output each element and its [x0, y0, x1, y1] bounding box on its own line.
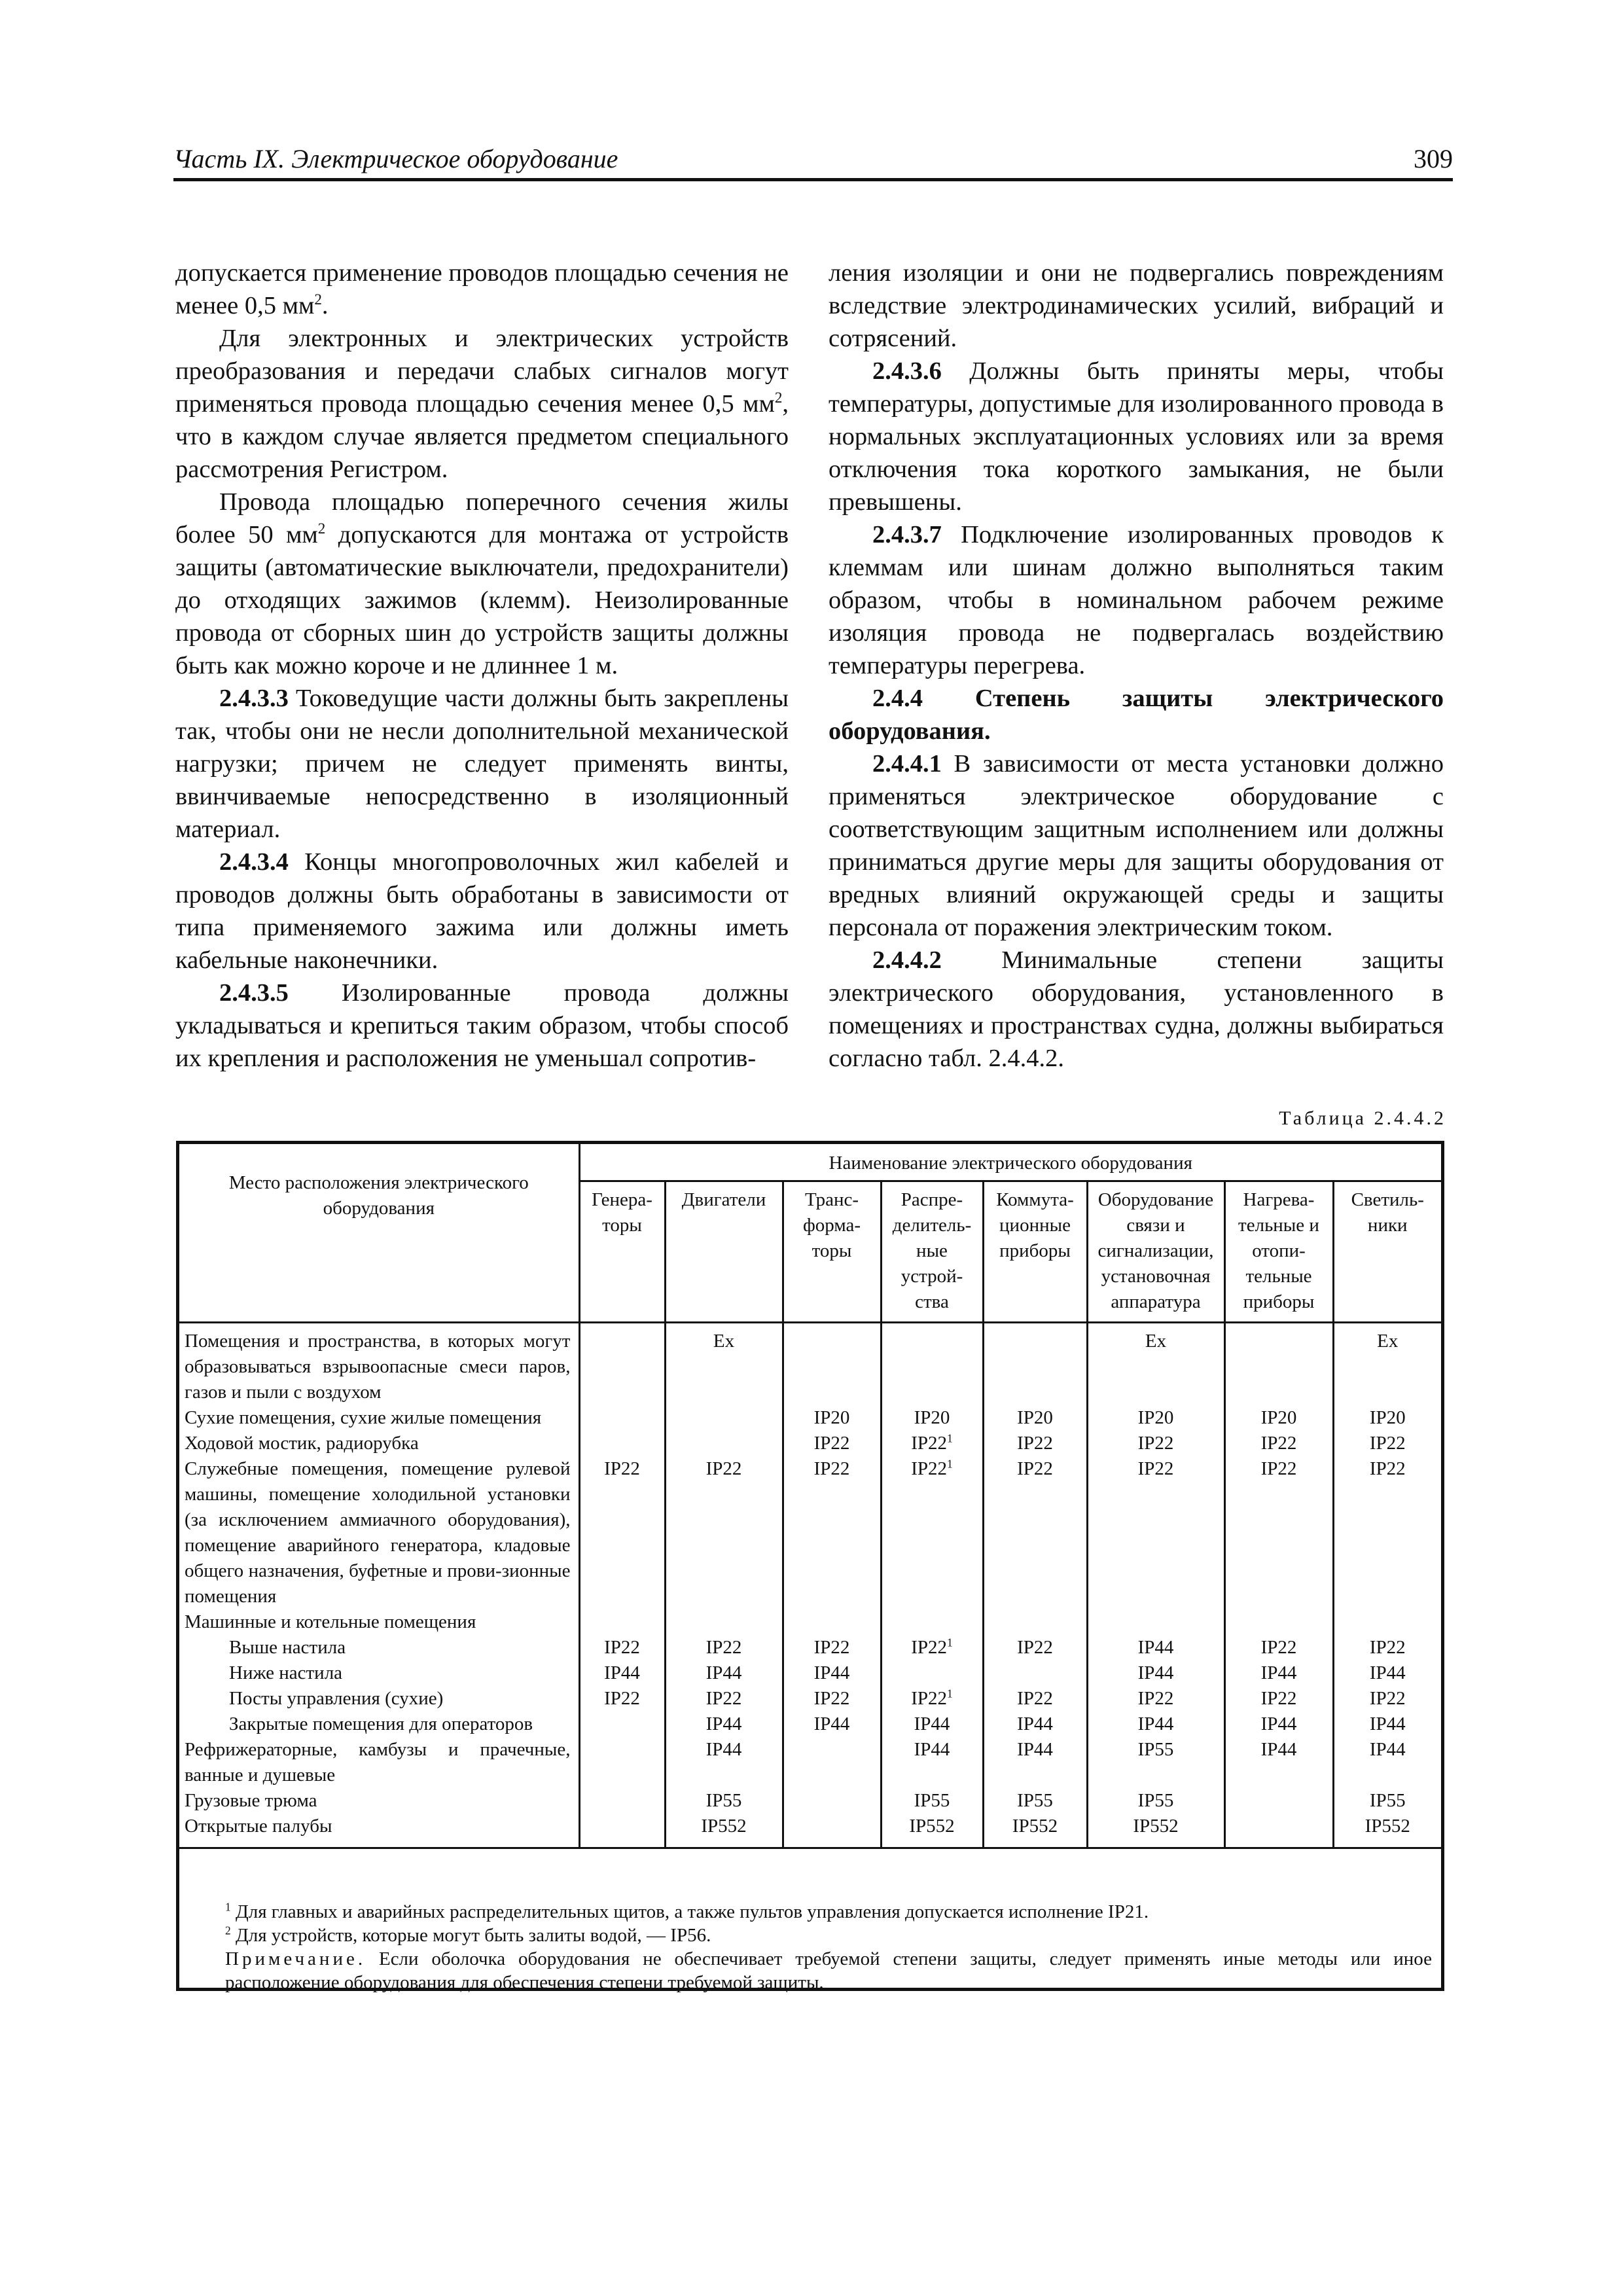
section-2-4-3-7: 2.4.3.7 Подключение изолированных проводов к клеммам или шинам должно выполняться таким образом, чтобы в номинальном рабочем режиме изоляция провода не подвергалась воздействию температуры перегрева.: [829, 521, 1444, 679]
protection-cell: [1224, 1788, 1333, 1814]
protection-cell: IP44: [1224, 1737, 1333, 1788]
protection-cell: IP44: [881, 1737, 983, 1788]
left-column: [175, 257, 789, 1075]
protection-cell: IP44: [1333, 1660, 1441, 1686]
protection-cell: IP22: [579, 1635, 665, 1660]
protection-cell: [983, 1323, 1087, 1406]
protection-cell: IP55: [1333, 1788, 1441, 1814]
protection-cell: IP22: [1224, 1686, 1333, 1712]
footnote-2: $^2$ Для устройств, которые могут быть залиты водой, — IP56.: [225, 1924, 711, 1946]
table-row: [179, 1323, 1441, 1406]
protection-cell: [983, 1660, 1087, 1686]
protection-degree-table: [179, 1144, 1441, 1849]
protection-cell: [665, 1609, 783, 1635]
protection-cell: IP22: [783, 1686, 881, 1712]
protection-cell: IP22: [783, 1431, 881, 1456]
protection-cell: [1224, 1814, 1333, 1848]
protection-cell: IP552: [665, 1814, 783, 1848]
protection-cell: Ex: [1333, 1323, 1441, 1406]
protection-cell: IP552: [1333, 1814, 1441, 1848]
protection-cell: IP44: [1224, 1660, 1333, 1686]
protection-cell: IP22: [1333, 1635, 1441, 1660]
protection-cell: [881, 1609, 983, 1635]
equipment-column-header: Распре- делитель- ные устрой- ства: [881, 1181, 983, 1323]
protection-cell: [579, 1405, 665, 1431]
equipment-column-header: Оборудование связи и сигнализации, установочная аппаратура: [1087, 1181, 1224, 1323]
section-2-4-4-2: 2.4.4.2 Минимальные степени защиты электрического оборудования, установленного в помещениях и пространствах судна, должны выбираться согласно табл. 2.4.4.2.: [829, 946, 1444, 1072]
protection-cell: [579, 1737, 665, 1788]
protection-cell: IP44: [983, 1712, 1087, 1737]
protection-cell: IP44: [1087, 1660, 1224, 1686]
protection-cell: IP552: [983, 1814, 1087, 1848]
protection-cell: IP20: [1333, 1405, 1441, 1431]
table-row: [179, 1635, 1441, 1660]
table-caption: Таблица 2.4.4.2: [1279, 1107, 1446, 1129]
running-header-title: Часть IX. Электрическое оборудование: [173, 144, 618, 173]
equipment-column-header: Коммута- ционные приборы: [983, 1181, 1087, 1323]
protection-cell: Ex: [1087, 1323, 1224, 1406]
equipment-column-header: Двигатели: [665, 1181, 783, 1323]
location-cell: Сухие помещения, сухие жилые помещения: [185, 1407, 542, 1428]
equipment-column-header: Транс- форма- торы: [783, 1181, 881, 1323]
protection-cell: IP22: [665, 1635, 783, 1660]
protection-cell: IP20: [983, 1405, 1087, 1431]
table-row: [179, 1712, 1441, 1737]
protection-cell: IP22: [665, 1456, 783, 1609]
location-cell: Ходовой мостик, радиорубка: [185, 1433, 419, 1454]
protection-cell: IP552: [1087, 1814, 1224, 1848]
protection-table-box: [176, 1141, 1444, 1991]
table-row: [179, 1609, 1441, 1635]
paragraph-continuation: ления изоляции и они не подвергались повреждениям вследствие электродинамических усилий, вибраций и сотрясений.: [829, 259, 1444, 352]
table-row: [179, 1788, 1441, 1814]
protection-cell: IP22: [1087, 1456, 1224, 1609]
table-notes: [179, 1900, 1441, 1994]
location-cell: Машинные и котельные помещения: [185, 1611, 476, 1632]
protection-cell: IP44: [881, 1712, 983, 1737]
protection-cell: IP44: [665, 1660, 783, 1686]
location-cell: Открытые палубы: [179, 1814, 579, 1848]
location-cell: Ниже настила: [229, 1662, 343, 1683]
protection-cell: IP22: [1224, 1456, 1333, 1609]
running-header: [173, 144, 1453, 181]
protection-cell: [783, 1609, 881, 1635]
protection-cell: [881, 1323, 983, 1406]
location-cell: Помещения и пространства, в которых могут образовываться взрывоопасные смеси паров, газов и пыли с воздухом: [185, 1331, 571, 1403]
location-cell: Рефрижераторные, камбузы и прачечные, ванные и душевые: [185, 1739, 571, 1785]
table-row: [179, 1686, 1441, 1712]
protection-cell: $IP22^1$: [881, 1431, 983, 1456]
protection-cell: IP44: [665, 1737, 783, 1788]
location-cell: Служебные помещения, помещение рулевой машины, помещение холодильной установки (за исключением аммиачного оборудования), помещение аварийного генератора, кладовые общего назначения, буфетные и прови-зионные помещения: [185, 1458, 571, 1607]
protection-cell: IP22: [1333, 1431, 1441, 1456]
footnote-1: $^1$ Для главных и аварийных распределительных щитов, а также пультов управления допускается исполнение IP21.: [225, 1900, 1149, 1922]
paragraph-low-signal: Для электронных и электрических устройств преобразования и передачи слабых сигналов могут применяться провода площадью сечения менее 0,5 $мм^2$, что в каждом случае является предметом специального рассмотрения Регистром.: [175, 325, 789, 483]
protection-cell: IP22: [665, 1686, 783, 1712]
protection-cell: [881, 1660, 983, 1686]
equipment-column-header: Генера- торы: [579, 1181, 665, 1323]
protection-cell: [579, 1431, 665, 1456]
protection-cell: [579, 1609, 665, 1635]
page-number: 309: [1414, 144, 1453, 173]
protection-cell: IP44: [783, 1660, 881, 1686]
protection-cell: IP22: [1087, 1431, 1224, 1456]
protection-cell: [783, 1737, 881, 1788]
protection-cell: IP20: [1087, 1405, 1224, 1431]
protection-cell: IP55: [881, 1788, 983, 1814]
table-row: [179, 1814, 1441, 1848]
equipment-column-header: Светиль- ники: [1333, 1181, 1441, 1323]
location-cell: Закрытые помещения для операторов: [229, 1713, 533, 1734]
protection-cell: IP55: [1087, 1737, 1224, 1788]
section-2-4-4-1: 2.4.4.1 В зависимости от места установки должно применяться электрическое оборудование с соответствующим защитным исполнением или должны приниматься другие меры для защиты оборудования от вредных влияний окружающей среды и защиты персонала от поражения электрическим током.: [829, 750, 1444, 941]
protection-cell: IP22: [579, 1456, 665, 1609]
protection-cell: $IP22^1$: [881, 1686, 983, 1712]
protection-cell: IP44: [579, 1660, 665, 1686]
protection-cell: IP22: [579, 1686, 665, 1712]
protection-cell: [665, 1431, 783, 1456]
protection-cell: [665, 1405, 783, 1431]
section-2-4-3-4: 2.4.3.4 Концы многопроволочных жил кабелей и проводов должны быть обработаны в зависимости от типа применяемого зажима или должны иметь кабельные наконечники.: [175, 848, 789, 974]
table-row: [179, 1456, 1441, 1609]
protection-cell: IP44: [1087, 1712, 1224, 1737]
protection-cell: IP44: [983, 1737, 1087, 1788]
protection-cell: IP22: [983, 1456, 1087, 1609]
protection-cell: IP20: [783, 1405, 881, 1431]
equipment-group-header: Наименование электрического оборудования: [579, 1144, 1441, 1181]
protection-cell: IP22: [1224, 1635, 1333, 1660]
protection-cell: IP22: [1224, 1431, 1333, 1456]
protection-cell: [1224, 1323, 1333, 1406]
protection-cell: [1333, 1609, 1441, 1635]
protection-cell: IP20: [881, 1405, 983, 1431]
protection-cell: [983, 1609, 1087, 1635]
protection-cell: IP22: [1333, 1686, 1441, 1712]
equipment-column-header: Нагрева- тельные и отопи- тельные приборы: [1224, 1181, 1333, 1323]
section-2-4-3-6: 2.4.3.6 Должны быть приняты меры, чтобы температуры, допустимые для изолированного провода в нормальных эксплуатационных условиях или за время отключения тока короткого замыкания, не были превышены.: [829, 357, 1444, 516]
protection-cell: [783, 1323, 881, 1406]
section-2-4-3-5: 2.4.3.5 Изолированные провода должны укладываться и крепиться таким образом, чтобы способ их крепления и расположения не уменьшал сопротив-: [175, 979, 789, 1072]
protection-cell: IP22: [983, 1635, 1087, 1660]
protection-cell: IP44: [783, 1712, 881, 1737]
protection-cell: IP22: [783, 1635, 881, 1660]
protection-cell: IP44: [1333, 1737, 1441, 1788]
section-2-4-3-3: 2.4.3.3 Токоведущие части должны быть закреплены так, чтобы они не несли дополнительной механической нагрузки; причем не следует применять винты, ввинчиваемые непосредственно в изоляционный материал.: [175, 685, 789, 843]
protection-cell: [579, 1712, 665, 1737]
protection-cell: IP44: [1224, 1712, 1333, 1737]
protection-cell: Ex: [665, 1323, 783, 1406]
paragraph-wire-area: допускается применение проводов площадью сечения не менее 0,5 $мм^2$.: [175, 259, 789, 319]
protection-cell: IP22: [783, 1456, 881, 1609]
protection-cell: IP22: [983, 1686, 1087, 1712]
protection-cell: IP44: [1087, 1635, 1224, 1660]
place-column-header: Место расположения электрического оборудования: [179, 1144, 579, 1323]
table-note: Примечание. Если оболочка оборудования не обеспечивает требуемой степени защиты, следует применять иные методы или иное расположение оборудования для обеспечения степени требуемой защиты.: [225, 1948, 1432, 1993]
section-heading-2-4-4: 2.4.4 Степень защиты электрического оборудования.: [829, 685, 1444, 745]
location-cell: Посты управления (сухие): [229, 1688, 444, 1709]
protection-cell: [783, 1788, 881, 1814]
protection-cell: IP20: [1224, 1405, 1333, 1431]
protection-cell: [579, 1814, 665, 1848]
table-row: [179, 1431, 1441, 1456]
right-column: [829, 257, 1444, 1075]
protection-cell: IP55: [1087, 1788, 1224, 1814]
protection-cell: IP44: [1333, 1712, 1441, 1737]
protection-cell: $IP22^1$: [881, 1456, 983, 1609]
protection-cell: [783, 1814, 881, 1848]
paragraph-large-section: Провода площадью поперечного сечения жилы более 50 $мм^2$ допускаются для монтажа от устройств защиты (автоматические выключатели, предохранители) до отходящих зажимов (клемм). Неизолированные провода от сборных шин до устройств защиты должны быть как можно короче и не длиннее 1 м.: [175, 488, 789, 679]
protection-cell: IP552: [881, 1814, 983, 1848]
protection-cell: IP44: [665, 1712, 783, 1737]
protection-cell: [579, 1788, 665, 1814]
protection-cell: IP22: [983, 1431, 1087, 1456]
protection-cell: [1224, 1609, 1333, 1635]
table-row: [179, 1660, 1441, 1686]
protection-cell: $IP22^1$: [881, 1635, 983, 1660]
protection-cell: [579, 1323, 665, 1406]
location-cell: Грузовые трюма: [185, 1790, 317, 1811]
protection-cell: IP55: [665, 1788, 783, 1814]
table-row: [179, 1737, 1441, 1788]
protection-cell: [1087, 1609, 1224, 1635]
protection-cell: IP22: [1333, 1456, 1441, 1609]
table-row: [179, 1405, 1441, 1431]
location-cell: Выше настила: [229, 1637, 346, 1658]
protection-cell: IP22: [1087, 1686, 1224, 1712]
protection-cell: IP55: [983, 1788, 1087, 1814]
